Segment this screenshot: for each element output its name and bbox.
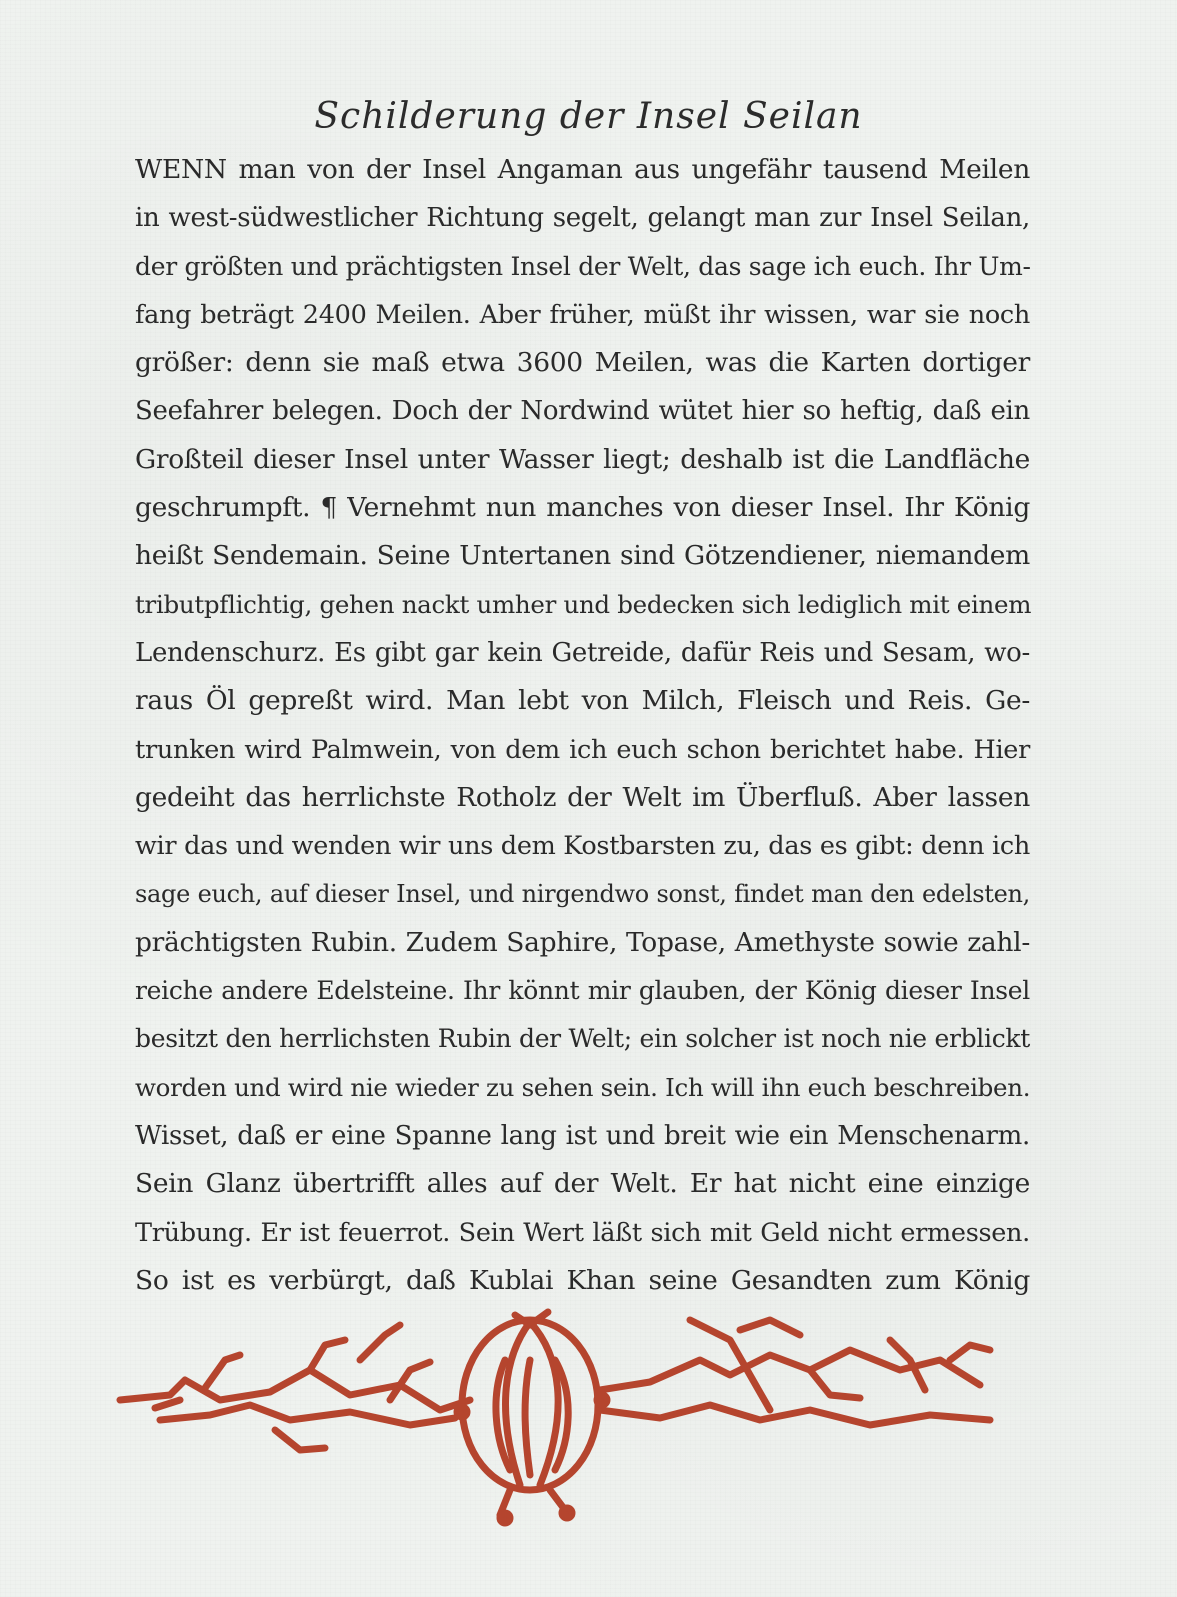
text-line: Trübung. Er ist feuerrot. Sein Wert läßt sich mit Geld nicht ermessen. [135, 1217, 1030, 1248]
text-line: reiche andere Edelsteine. Ihr könnt mir glauben, der König dieser Insel [135, 976, 1030, 1006]
text-line: Seefahrer belegen. Doch der Nordwind wütet hier so heftig, daß ein [135, 396, 1030, 427]
text-line: So ist es verbürgt, daß Kublai Khan seine Gesandten zum König [135, 1264, 1030, 1296]
text-line: worden und wird nie wieder zu sehen sein. Ich will ihn euch beschreiben. [135, 1072, 1031, 1102]
text-line: der größten und prächtigsten Insel der Welt, das sage ich euch. Ihr Um- [135, 251, 1031, 281]
text-line: fang beträgt 2400 Meilen. Aber früher, müßt ihr wissen, war sie noch [135, 299, 1030, 330]
text-line: Wisset, daß er eine Spanne lang ist und breit wie ein Menschenarm. [135, 1120, 1030, 1151]
text-line: sage euch, auf dieser Insel, und nirgendwo sonst, findet man den edelsten, [135, 880, 1030, 909]
text-line: trunken wird Palmwein, von dem ich euch schon berichtet habe. Hier [135, 734, 1030, 765]
text-line: heißt Sendemain. Seine Untertanen sind Götzendiener, niemandem [135, 540, 1030, 572]
page-title: Schilderung der Insel Seilan [314, 96, 863, 137]
text-line: besitzt den herrlichsten Rubin der Welt; ein solcher ist noch nie erblickt [135, 1024, 1030, 1054]
text-line: Lendenschurz. Es gibt gar kein Getreide, dafür Reis und Sesam, wo- [135, 637, 1030, 668]
body-text [135, 146, 1030, 1305]
text-line: WENN man von der Insel Angaman aus ungefähr tausend Meilen [135, 154, 1030, 185]
text-line: in west-südwestlicher Richtung segelt, gelangt man zur Insel Seilan, [135, 203, 1030, 234]
text-line: tributpflichtig, gehen nackt umher und bedecken sich lediglich mit einem [135, 589, 1032, 619]
text-line: größer: denn sie maß etwa 3600 Meilen, was die Karten dortiger [135, 347, 1030, 379]
text-line: wir das und wenden wir uns dem Kostbarsten zu, das es gibt: denn ich [135, 831, 1030, 862]
text-line: raus Öl gepreßt wird. Man lebt von Milch, Fleisch und Reis. Ge- [135, 685, 1030, 717]
text-line: Großteil dieser Insel unter Wasser liegt; deshalb ist die Landfläche [135, 443, 1030, 475]
text-line: prächtigsten Rubin. Zudem Saphire, Topase, Amethyste sowie zahl- [135, 926, 1030, 958]
pomegranate-vine-ornament-icon [110, 1300, 1010, 1530]
text-line: geschrumpft. ¶ Vernehmt nun manches von dieser Insel. Ihr König [135, 492, 1030, 524]
text-line: Sein Glanz übertrifft alles auf der Welt. Er hat nicht eine einzige [135, 1168, 1030, 1200]
text-line: gedeiht das herrlichste Rotholz der Welt im Überfluß. Aber lassen [135, 781, 1030, 813]
